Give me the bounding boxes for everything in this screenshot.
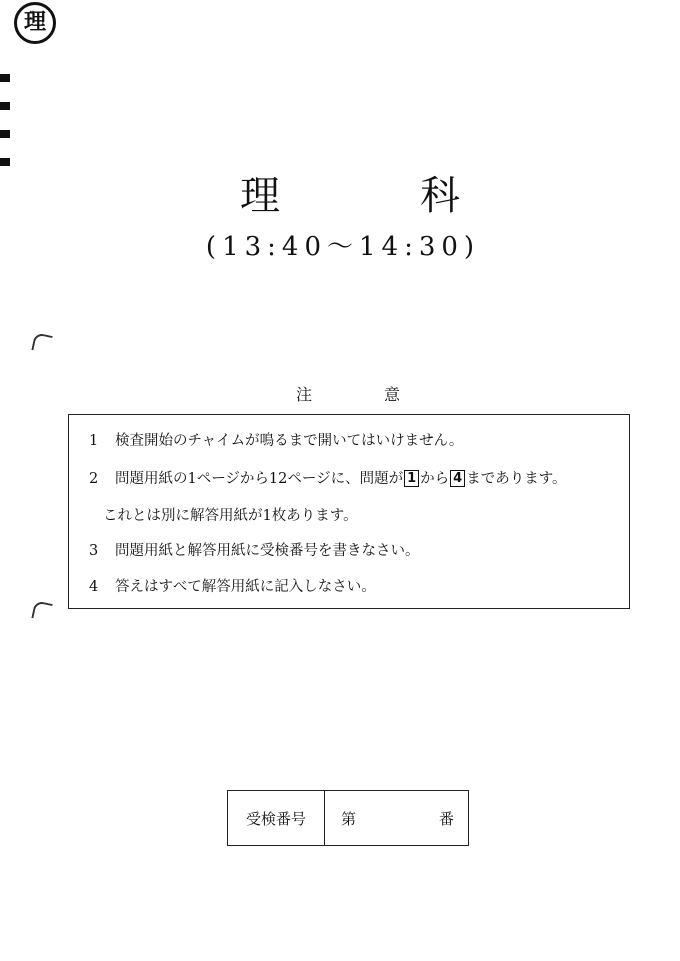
- registration-mark: [0, 74, 10, 82]
- examinee-number-label: 受検番号: [228, 791, 325, 845]
- notice-item: [89, 431, 463, 451]
- notice-item-text: まであります。: [466, 471, 567, 487]
- registration-mark: [0, 130, 10, 138]
- notice-item: [89, 469, 567, 489]
- notice-item-text: これとは別に解答用紙が1枚あります。: [103, 508, 358, 524]
- examinee-number-field[interactable]: [325, 791, 468, 845]
- registration-mark: [0, 158, 10, 166]
- notice-box: [68, 414, 630, 609]
- registration-marks: [0, 74, 10, 186]
- notice-item-text: 問題用紙の1ページから12ページに、問題が: [115, 471, 404, 487]
- boxed-question-number: 4: [450, 470, 465, 487]
- boxed-question-number: 1: [404, 470, 419, 487]
- notice-item-text: 検査開始のチャイムが鳴るまで開いてはいけません。: [115, 433, 464, 449]
- examinee-number-prefix: 第: [341, 809, 357, 828]
- punch-hole-mark: [31, 600, 52, 621]
- examinee-number-suffix: 番: [438, 809, 454, 828]
- subject-seal: 理: [14, 2, 56, 44]
- notice-heading: [296, 384, 400, 406]
- page-title-char: 科: [420, 173, 460, 219]
- notice-item: [89, 577, 376, 597]
- notice-item-number: 4: [89, 579, 99, 595]
- notice-heading-char: 注: [296, 385, 313, 404]
- notice-heading-char: 意: [383, 385, 400, 404]
- notice-item-text: 問題用紙と解答用紙に受検番号を書きなさい。: [115, 543, 420, 559]
- notice-item-number: 3: [89, 543, 99, 559]
- page-title: [240, 172, 460, 220]
- notice-item: [89, 541, 420, 561]
- page-title-char: 理: [240, 173, 280, 219]
- notice-item-number: 1: [89, 433, 99, 449]
- notice-item-text: から: [420, 471, 450, 487]
- exam-time-range: (13:40〜14:30): [205, 232, 481, 262]
- punch-hole-mark: [31, 332, 52, 353]
- registration-mark: [0, 102, 10, 110]
- notice-item-number: 2: [89, 471, 99, 487]
- notice-item-continuation: [103, 506, 358, 526]
- notice-item-text: 答えはすべて解答用紙に記入しなさい。: [115, 579, 376, 595]
- examinee-number-box: [227, 790, 469, 846]
